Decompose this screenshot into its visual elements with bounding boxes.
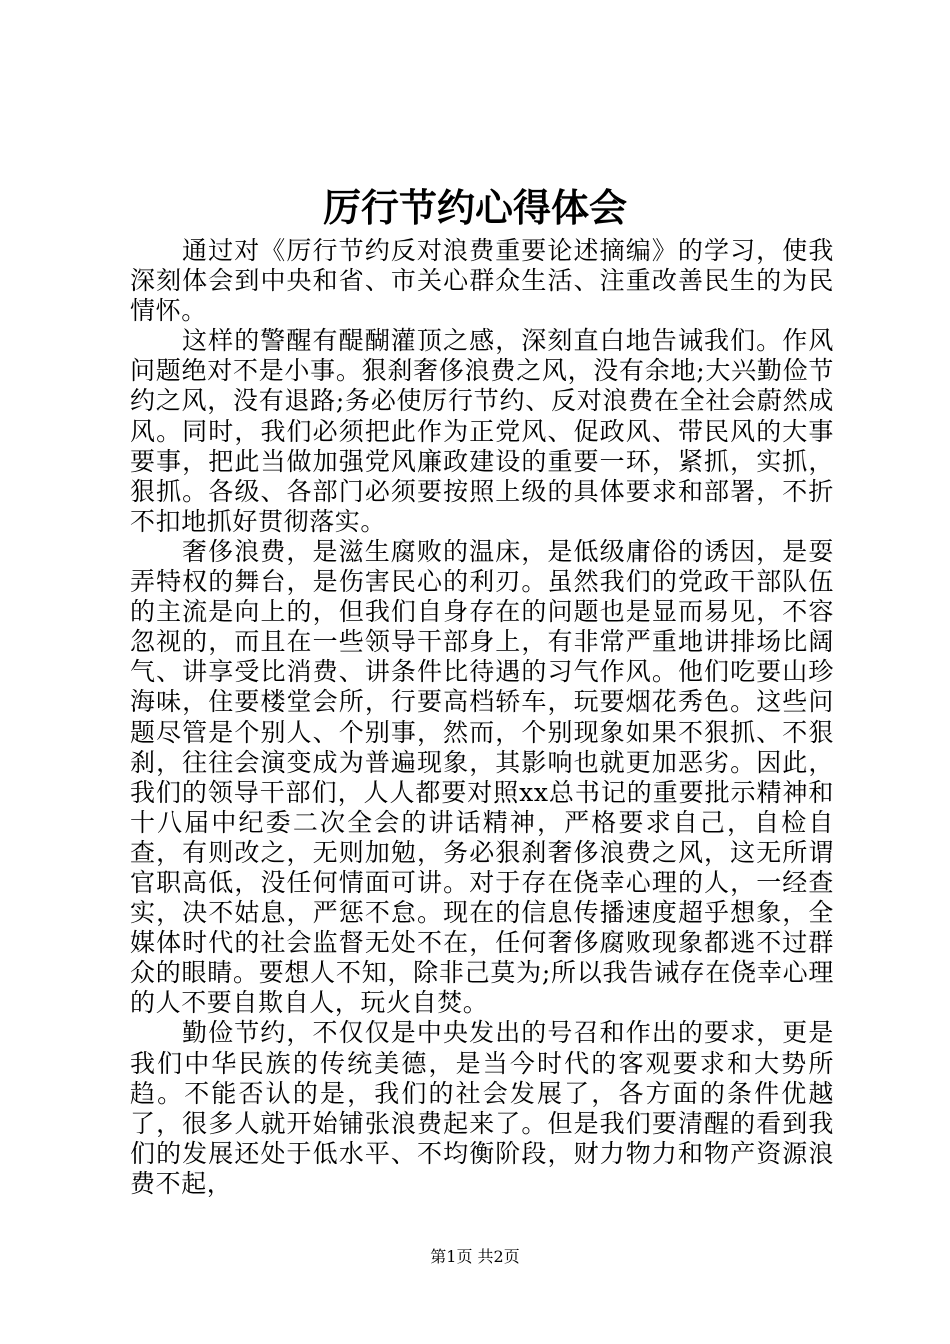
paragraph-3: 奢侈浪费，是滋生腐败的温床，是低级庸俗的诱因，是耍弄特权的舞台，是伤害民心的利刃。虽然我们的党政干部队伍的主流是向上的，但我们自身存在的问题也是显而易见，不容忽视的，而且在一些领导干部身上，有非常严重地讲排场比阔气、讲享受比消费、讲条件比待遇的习气作风。他们吃要山珍海味，住要楼堂会所，行要高档轿车，玩要烟花秀色。这些问题尽管是个别人、个别事，然而，个别现象如果不狠抓、不狠刹，往往会演变成为普遍现象，其影响也就更加恶劣。因此，我们的领导干部们，人人都要对照xx总书记的重要批示精神和十八届中纪委二次全会的讲话精神，严格要求自己，自检自查，有则改之，无则加勉，务必狠刹奢侈浪费之风，这无所谓官职高低，没任何情面可讲。对于存在侥幸心理的人，一经查实，决不姑息，严惩不怠。现在的信息传播速度超乎想象，全媒体时代的社会监督无处不在，任何奢侈腐败现象都逃不过群众的眼睛。要想人不知，除非己莫为;所以我告诫存在侥幸心理的人不要自欺自人，玩火自焚。 — [130, 536, 834, 1018]
paragraph-4: 勤俭节约，不仅仅是中央发出的号召和作出的要求，更是我们中华民族的传统美德，是当今时代的客观要求和大势所趋。不能否认的是，我们的社会发展了，各方面的条件优越了，很多人就开始铺张浪费起来了。但是我们要清醒的看到我们的发展还处于低水平、不均衡阶段，财力物力和物产资源浪费不起， — [130, 1018, 834, 1198]
document-title: 厉行节约心得体会 — [322, 185, 627, 230]
page-number-footer: 第1页 共2页 — [430, 1247, 520, 1266]
paragraph-1: 通过对《厉行节约反对浪费重要论述摘编》的学习，使我深刻体会到中央和省、市关心群众生活、注重改善民生的为民情怀。 — [130, 236, 834, 326]
paragraph-2: 这样的警醒有醍醐灌顶之感，深刻直白地告诫我们。作风问题绝对不是小事。狠刹奢侈浪费之风，没有余地;大兴勤俭节约之风，没有退路;务必使厉行节约、反对浪费在全社会蔚然成风。同时，我们必须把此作为正党风、促政风、带民风的大事要事，把此当做加强党风廉政建设的重要一环，紧抓，实抓，狠抓。各级、各部门必须要按照上级的具体要求和部署，不折不扣地抓好贯彻落实。 — [130, 326, 834, 536]
document-body — [130, 236, 834, 1199]
